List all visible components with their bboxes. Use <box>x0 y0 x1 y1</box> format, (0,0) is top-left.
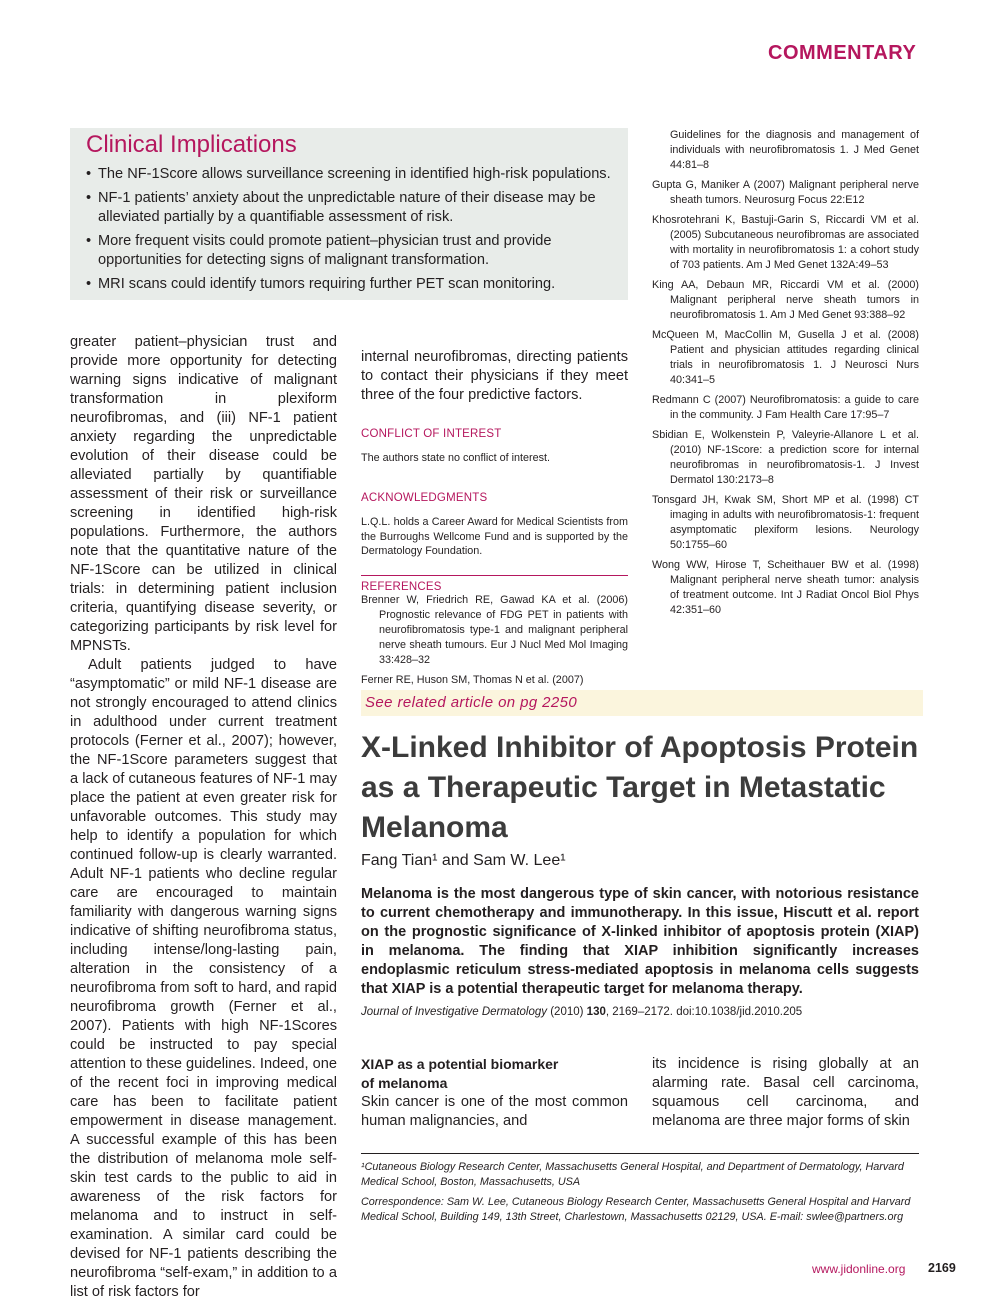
article-body-left <box>361 1055 628 1131</box>
citation-year: (2010) <box>550 1006 584 1018</box>
reference: Guidelines for the diagnosis and management of individuals with neurofibromatosis 1. J Med Genet 44:81–8 <box>670 129 919 171</box>
section-label: COMMENTARY <box>768 42 917 64</box>
reference: Brenner W, Friedrich RE, Gawad KA et al. (2006) Prognostic relevance of FDG PET in patients with neurofibromatosis type-1 and malignant peripheral nerve sheath tumours. Eur J Nucl Med Mol Imaging 33:428–32 <box>361 594 628 667</box>
list-item: • More frequent visits could promote patient–physician trust and provide opportunities for detecting signs of malignant transformation. <box>86 232 626 270</box>
conflict-text: The authors state no conflict of interest. <box>361 451 551 464</box>
paragraph: Adult patients judged to have “asymptomatic” or mild NF-1 disease are not strongly encouraged to attend clinics in adulthood under current treatment protocols (Ferner et al., 2007); however, the NF-1Score parameters suggest that a lack of cutaneous features of NF-1 may place the patient at even greater risk for unfavorable outcomes. This study may help to identify a population for which continued follow-up is clearly warranted. Adult NF-1 patients who decline regular care are encouraged to maintain familiarity with dangerous warning signs indicative of shifting neurofibroma status, including intense/long-lasting pain, alteration in the consistency of a neurofibroma from soft to hard, and rapid neurofibroma growth (Ferner et al., 2007). Patients with high NF-1Scores could be instructed to pay special attention to these guidelines. Indeed, one of the recent foci in improving medical care has been to facilitate patient empowerment in disease management. A successful example of this has been the distribution of melanoma mole self-skin test cards to the public to aid in awareness of the risk factors for melanoma and to instruct in self-examination. A similar card could be devised for NF-1 patients describing the neurofibroma “self-exam,” in addition to a list of risk factors for <box>70 657 337 1300</box>
article-abstract: Melanoma is the most dangerous type of skin cancer, with notorious resistance to current chemotherapy and immunotherapy. In this issue, Hiscutt et al. report on the prognostic significance of X-linked inhibitor of apoptosis protein (XIAP) in melanoma. The finding that XIAP inhibition significantly increases endoplasmic reticulum stress-mediated apoptosis in melanoma cells suggests that XIAP is a potential therapeutic target for melanoma therapy. <box>361 886 919 997</box>
clinical-implications-list <box>86 165 626 299</box>
reference: Redmann C (2007) Neurofibromatosis: a guide to care in the community. J Fam Health Care 17:95–7 <box>652 394 919 421</box>
reference: Sbidian E, Wolkenstein P, Valeyrie-Allanore L et al. (2010) NF-1Score: a prediction score for internal neurofibromas in neurofibromatosis-1. J Invest Dermatol 130:2173–8 <box>652 429 919 486</box>
paragraph: greater patient–physician trust and provide more opportunity for detecting warning signs indicative of malignant transformation in plexiform neurofibromas, and (iii) NF-1 patient anxiety regarding the unpredictable evolution of their disease could be alleviated partially by quantifiable assessment of their risk or surveillance screening in identified high-risk populations. Furthermore, the authors note that the quantitative nature of the NF-1Score can be utilized in clinical trials: in determining patient inclusion criteria, quantifying disease severity, or categorizing participants by risk level for MPNSTs. <box>70 334 337 654</box>
related-article-banner[interactable] <box>361 690 923 716</box>
correspondence-footnote: Correspondence: Sam W. Lee, Cutaneous Biology Research Center, Massachusetts General Hospital and Harvard Medical School, Building 149, 13th Street, Charlestown, Massachusetts 02129, USA. E-mail: swlee@partners.org <box>361 1196 911 1223</box>
related-article-link[interactable]: See related article on pg 2250 <box>365 694 578 711</box>
paragraph: internal neurofibromas, directing patients to contact their physicians if they meet three of the four predictive factors. <box>361 348 628 403</box>
middle-column <box>361 333 628 693</box>
conflict-heading: CONFLICT OF INTEREST <box>361 428 502 441</box>
reference: Gupta G, Maniker A (2007) Malignant peripheral nerve sheath tumors. Neurosurg Focus 22:E12 <box>652 179 919 206</box>
citation-volume: 130 <box>586 1006 606 1018</box>
citation-pages-doi: , 2169–2172. doi:10.1038/jid.2010.205 <box>605 1006 803 1018</box>
reference: McQueen M, MacCollin M, Gusella J et al. (2008) Patient and physician attitudes regarding clinical trials in neurofibromatosis 1. J Neurosci Nurs 40:341–5 <box>652 329 919 386</box>
references-right-column <box>652 128 919 623</box>
list-item: • The NF-1Score allows surveillance screening in identified high-risk populations. <box>86 165 626 184</box>
clinical-implications-title: Clinical Implications <box>86 131 297 158</box>
acknowledgments-text: L.Q.L. holds a Career Award for Medical Scientists from the Burroughs Wellcome Fund and is supported by the Dermatology Foundation. <box>361 516 628 558</box>
paragraph: its incidence is rising globally at an alarming rate. Basal cell carcinoma, squamous cell carcinoma, and melanoma are three major forms of skin <box>652 1056 919 1129</box>
article-authors: Fang Tian¹ and Sam W. Lee¹ <box>361 852 566 869</box>
list-item: • MRI scans could identify tumors requiring further PET scan monitoring. <box>86 275 626 294</box>
reference: Ferner RE, Huson SM, Thomas N et al. (2007) <box>361 674 584 687</box>
left-column <box>70 333 337 1302</box>
reference: Wong WW, Hirose T, Scheithauer BW et al. (1998) Malignant peripheral nerve sheath tumor: analysis of treatment outcome. Int J Radiat Oncol Biol Phys 42:351–60 <box>652 559 919 616</box>
footnote-divider <box>361 1153 919 1154</box>
reference: Khosrotehrani K, Bastuji-Garin S, Riccardi VM et al. (2005) Subcutaneous neurofibromas are associated with mortality in neurofibromatosis 1: a cohort study of 703 patients. Am J Med Genet 132A:49–53 <box>652 214 919 271</box>
article-title: X-Linked Inhibitor of Apoptosis Protein as a Therapeutic Target in Metastatic Melanoma <box>361 731 919 844</box>
page-number: 2169 <box>928 1261 956 1275</box>
paragraph: Skin cancer is one of the most common human malignancies, and <box>361 1094 628 1129</box>
list-item: • NF-1 patients’ anxiety about the unpredictable nature of their disease may be alleviated partially by a quantifiable assessment of risk. <box>86 189 626 227</box>
reference: King AA, Debaun MR, Riccardi VM et al. (2000) Malignant peripheral nerve sheath tumors in neurofibromatosis 1. Am J Med Genet 93:388–92 <box>652 279 919 321</box>
references-heading: REFERENCES <box>361 581 442 594</box>
article-body-right <box>652 1055 919 1131</box>
journal-url-link[interactable]: www.jidonline.org <box>812 1262 906 1276</box>
article-citation <box>361 1006 802 1018</box>
subsection-heading: XIAP as a potential biomarker of melanoma <box>361 1056 559 1091</box>
affiliation-footnote: ¹Cutaneous Biology Research Center, Massachusetts General Hospital, and Department of Dermatology, Harvard Medical School, Boston, Massachusetts, USA <box>361 1161 904 1188</box>
reference: Tonsgard JH, Kwak SM, Short MP et al. (1998) CT imaging in adults with neurofibromatosis-1: frequent asymptomatic plexiform lesions. Neurology 50:1755–60 <box>652 494 919 551</box>
acknowledgments-heading: ACKNOWLEDGMENTS <box>361 492 488 505</box>
citation-journal: Journal of Investigative Dermatology <box>361 1006 548 1018</box>
